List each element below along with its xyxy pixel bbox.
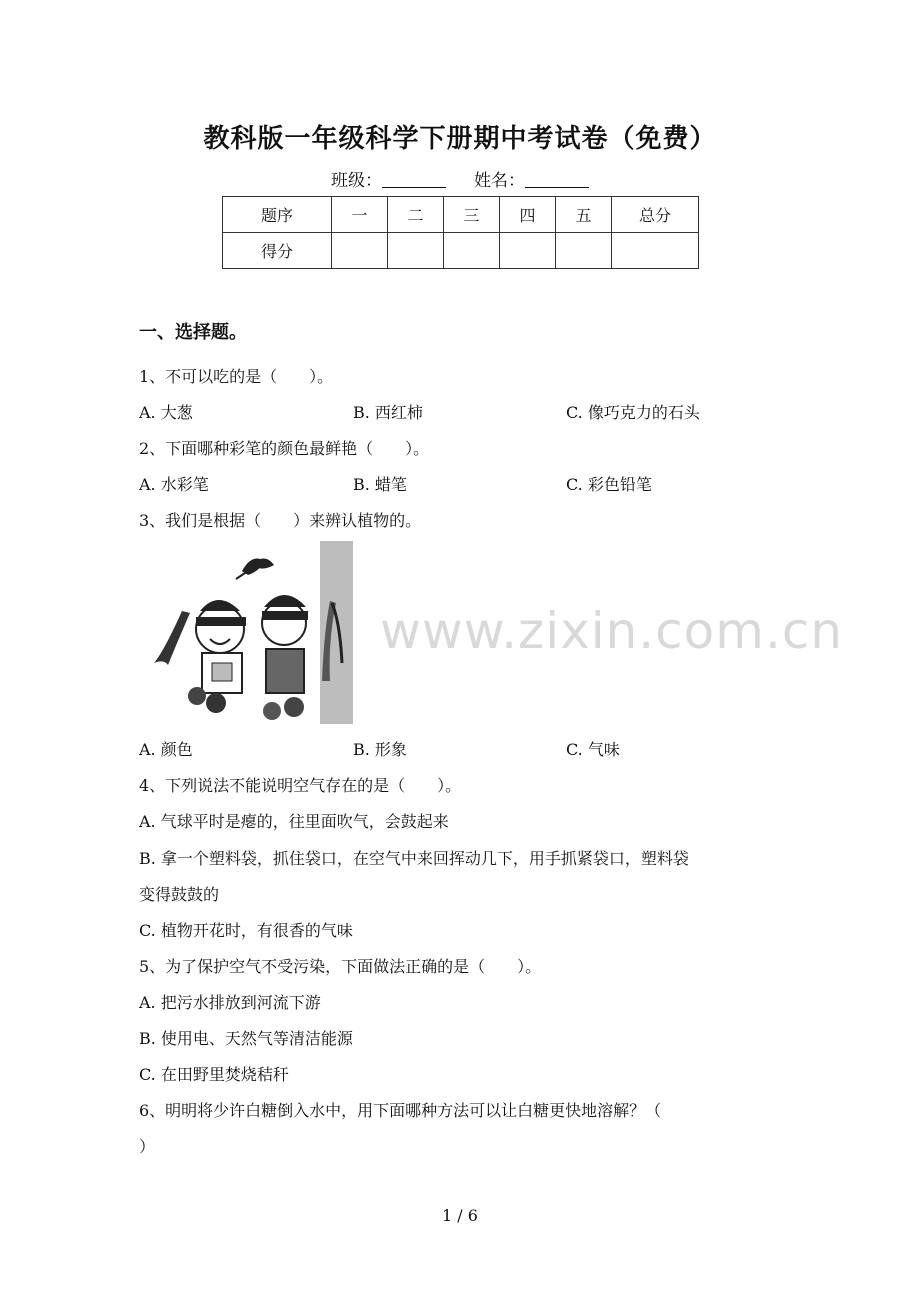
q3-option-a: A. 颜色 <box>139 740 193 759</box>
q5-option-b: B. 使用电、天然气等清洁能源 <box>139 1029 353 1048</box>
watermark: www.zixin.com.cn <box>380 602 844 660</box>
header-cell: 三 <box>444 197 500 233</box>
score-cell <box>444 233 500 269</box>
section-heading: 一、选择题。 <box>139 322 247 343</box>
score-table-row <box>223 233 699 269</box>
class-label: 班级： <box>331 171 382 191</box>
score-cell <box>612 233 699 269</box>
header-cell: 总分 <box>612 197 699 233</box>
score-cell <box>500 233 556 269</box>
q1-option-c: C. 像巧克力的石头 <box>566 403 700 422</box>
header-cell: 一 <box>332 197 388 233</box>
q2-option-c: C. 彩色铅笔 <box>566 475 652 494</box>
name-label: 姓名： <box>474 171 525 191</box>
q5-option-a: A. 把污水排放到河流下游 <box>139 993 321 1012</box>
q4-option-c: C. 植物开花时，有很香的气味 <box>139 921 353 940</box>
student-info <box>0 166 920 191</box>
q1-option-b: B. 西红柿 <box>353 403 423 422</box>
header-cell: 二 <box>388 197 444 233</box>
q4-option-b-cont: 变得鼓鼓的 <box>139 885 220 904</box>
score-table <box>222 196 699 269</box>
score-cell <box>556 233 612 269</box>
q2-option-b: B. 蜡笔 <box>353 475 407 494</box>
header-cell: 五 <box>556 197 612 233</box>
question-6: 6、明明将少许白糖倒入水中，用下面哪种方法可以让白糖更快地溶解？（ <box>139 1101 662 1120</box>
score-table-header-row <box>223 197 699 233</box>
q2-option-a: A. 水彩笔 <box>139 475 209 494</box>
header-cell: 题序 <box>223 197 332 233</box>
q5-option-c: C. 在田野里焚烧秸秆 <box>139 1065 289 1084</box>
page-title: 教科版一年级科学下册期中考试卷（免费） <box>203 124 717 154</box>
score-cell <box>388 233 444 269</box>
header-cell: 四 <box>500 197 556 233</box>
row-label: 得分 <box>223 233 332 269</box>
question-6-cont: ） <box>139 1137 156 1156</box>
q3-option-b: B. 形象 <box>353 740 407 759</box>
q4-option-a: A. 气球平时是瘪的，往里面吹气，会鼓起来 <box>139 812 449 831</box>
question-3: 3、我们是根据（ ）来辨认植物的。 <box>139 511 422 530</box>
q3-option-c: C. 气味 <box>566 740 620 759</box>
blindfolded-children-illustration <box>152 541 353 724</box>
q1-option-a: A. 大葱 <box>139 403 193 422</box>
q4-option-b: B. 拿一个塑料袋，抓住袋口，在空气中来回挥动几下，用手抓紧袋口，塑料袋 <box>139 849 689 868</box>
name-blank <box>525 173 589 188</box>
question-2: 2、下面哪种彩笔的颜色最鲜艳（ ）。 <box>139 439 430 458</box>
page-number: 1 / 6 <box>442 1206 478 1225</box>
score-cell <box>332 233 388 269</box>
question-1: 1、不可以吃的是（ ）。 <box>139 367 334 386</box>
question-4: 4、下列说法不能说明空气存在的是（ ）。 <box>139 776 462 795</box>
class-blank <box>382 173 446 188</box>
question-5: 5、为了保护空气不受污染，下面做法正确的是（ ）。 <box>139 957 542 976</box>
